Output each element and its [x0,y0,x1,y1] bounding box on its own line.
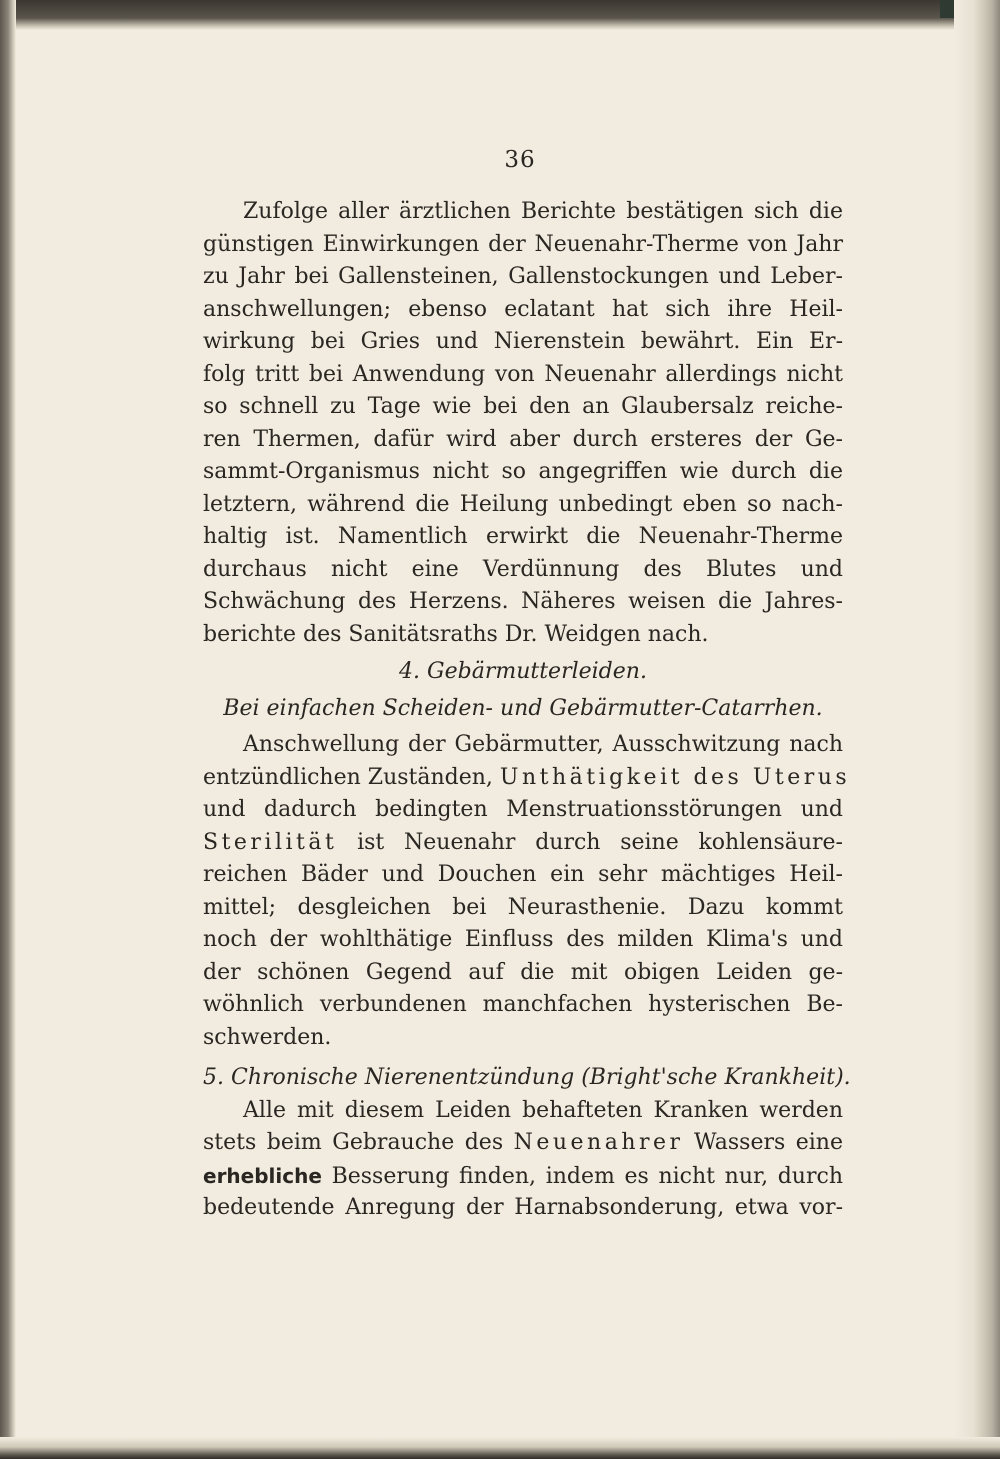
scan-edge-left [0,0,16,1459]
spaced-emphasis: Sterilität [203,829,338,855]
text-line: der schönen Gegend auf die mit obigen Leiden ge- [203,959,843,985]
text-line: Alle mit diesem Leiden behafteten Kranken werden [243,1097,843,1123]
text-line: bedeutende Anregung der Harnabsonderung, etwa vor- [203,1195,843,1220]
scan-edge-top [0,0,1000,30]
section-5-heading: 5. Chronische Nierenentzündung (Bright'sche Krankheit). [203,1065,851,1090]
text-line: zu Jahr bei Gallensteinen, Gallenstockungen und Leber- [203,264,843,289]
text-run: entzündlichen Zuständen, [203,764,500,790]
text-run: ist Neuenahr durch seine kohlensäure- [337,829,843,855]
bold-emphasis: erhebliche [203,1163,322,1188]
text-run: Besserung finden, indem es nicht nur, durch [321,1163,843,1189]
section-gap [203,1054,843,1062]
text-line: Zufolge aller ärztlichen Berichte bestätigen sich die [243,199,843,224]
text-line: letztern, während die Heilung unbedingt eben so nach- [203,491,843,517]
text-line: und dadurch bedingten Menstruationsstörungen und [203,797,843,822]
text-line: Schwächung des Herzens. Näheres weisen die Jahres- [203,589,843,614]
text-run: stets beim Gebrauche des [203,1130,514,1155]
text-line [203,1160,843,1193]
text-line: anschwellungen; ebenso eclatant hat sich ihre Heil- [203,296,843,322]
text-run: Wassers eine [683,1130,843,1155]
text-line: so schnell zu Tage wie bei den an Glaubersalz reiche- [203,394,843,419]
text-line: schwerden. [203,1024,332,1050]
page-body [203,196,851,1225]
spaced-emphasis: Unthätigkeit des Uterus [499,764,851,790]
text-line: sammt-Organismus nicht so angegriffen wie durch die [203,459,843,484]
spaced-emphasis: Neuenahrer [513,1130,684,1155]
paragraph-section-4 [203,729,851,1054]
text-line: wöhnlich verbundenen manchfachen hysterischen Be- [203,992,843,1017]
text-line: durchaus nicht eine Verdünnung des Blutes und [203,556,843,582]
section-4-heading: 4. Gebärmutterleiden. [399,659,647,684]
page-number: 36 [504,147,536,173]
text-line [203,1127,843,1160]
text-line [203,762,851,795]
text-line: Anschwellung der Gebärmutter, Ausschwitzung nach [243,732,843,757]
text-line: folg tritt bei Anwendung von Neuenahr allerdings nicht [203,361,843,387]
text-line: noch der wohlthätige Einfluss des milden Klima's und [203,927,843,952]
text-line [203,827,843,860]
scan-edge-bottom [0,1437,1000,1459]
text-line: reichen Bäder und Douchen ein sehr mächtiges Heil- [203,862,843,887]
text-line: haltig ist. Namentlich erwirkt die Neuenahr-Therme [203,524,843,549]
text-line: wirkung bei Gries und Nierenstein bewährt. Ein Er- [203,329,843,354]
paragraph-section-5 [203,1095,843,1225]
text-line: günstigen Einwirkungen der Neuenahr-Therme von Jahr [203,231,843,257]
paragraph-intro [203,196,843,651]
section-4-subheading: Bei einfachen Scheiden- und Gebärmutter-Catarrhen. [223,695,823,721]
scan-edge-right [954,0,1000,1459]
text-line: ren Thermen, dafür wird aber durch ersteres der Ge- [203,426,843,452]
text-line: mittel; desgleichen bei Neurasthenie. Dazu kommt [203,894,843,920]
text-line: berichte des Sanitätsraths Dr. Weidgen nach. [203,621,709,647]
